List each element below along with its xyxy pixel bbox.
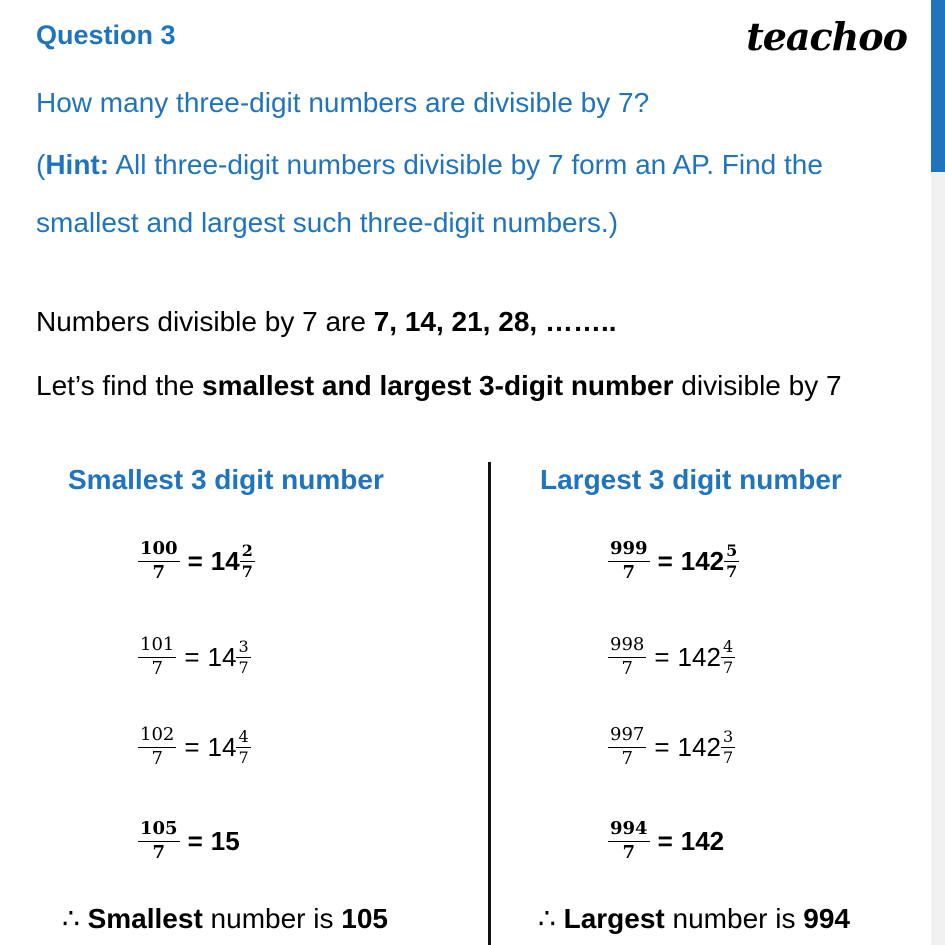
denominator: 7 [238, 657, 249, 677]
numerator: 2 [241, 540, 253, 560]
equals-sign: = [184, 641, 200, 672]
whole-part: 14 [210, 545, 240, 576]
mixed-fraction [721, 727, 735, 768]
conclusion-keyword: Smallest [87, 903, 203, 934]
mixed-fraction [721, 637, 735, 678]
therefore-symbol: ∴ [538, 903, 564, 934]
left-equation-4 [138, 818, 240, 864]
question-label: Question 3 [36, 20, 176, 50]
denominator: 7 [726, 561, 738, 581]
fraction [138, 634, 176, 680]
whole-part: 142 [680, 545, 725, 576]
teachoo-logo: teachoo [746, 14, 907, 59]
whole-part: 142 [680, 825, 725, 856]
numerator: 998 [608, 634, 646, 658]
right-equation-3 [608, 724, 735, 770]
denominator: 7 [722, 657, 734, 677]
solution-line-2-bold: smallest and largest 3-digit number [202, 370, 674, 401]
denominator: 7 [621, 747, 633, 769]
fraction [138, 538, 180, 584]
equals-sign: = [657, 825, 673, 856]
mixed-fraction [236, 637, 250, 678]
denominator: 7 [152, 841, 166, 863]
mixed-fraction [236, 727, 250, 768]
fraction [608, 634, 646, 680]
fraction [608, 724, 646, 770]
fraction [138, 818, 180, 864]
equals-sign: = [654, 731, 670, 762]
hint-text-1: All three-digit numbers divisible by 7 form an AP. Find the [109, 149, 823, 180]
solution-line-2 [36, 370, 842, 402]
left-equation-1 [138, 538, 255, 584]
equals-sign: = [654, 641, 670, 672]
numerator: 997 [608, 724, 646, 748]
conclusion-text: number is [202, 903, 342, 934]
denominator: 7 [722, 747, 734, 767]
equals-sign: = [657, 545, 673, 576]
conclusion-value: 994 [803, 903, 850, 934]
solution-line-2-suffix: divisible by 7 [673, 370, 842, 401]
numerator: 101 [138, 634, 176, 658]
hint-line-2: smallest and largest such three-digit numbers.) [36, 207, 619, 238]
question-text: How many three-digit numbers are divisible by 7? [36, 87, 650, 118]
fraction [138, 724, 176, 770]
conclusion-text: number is [664, 903, 804, 934]
numerator: 3 [238, 636, 249, 656]
solution-line-2-prefix: Let’s find the [36, 370, 203, 401]
denominator: 7 [152, 561, 166, 583]
mixed-fraction [724, 541, 739, 582]
numerator: 999 [608, 538, 650, 562]
left-conclusion [62, 902, 388, 935]
numerator: 105 [138, 818, 180, 842]
denominator: 7 [241, 561, 253, 581]
equals-sign: = [184, 731, 200, 762]
whole-part: 142 [677, 731, 721, 762]
mixed-fraction [240, 541, 255, 582]
left-equation-3 [138, 724, 251, 770]
fraction [608, 818, 650, 864]
denominator: 7 [151, 657, 163, 679]
numerator: 3 [722, 726, 734, 746]
denominator: 7 [238, 747, 249, 767]
solution-line-1-prefix: Numbers divisible by 7 are [36, 306, 374, 337]
hint-line-1 [36, 150, 823, 181]
denominator: 7 [151, 747, 163, 769]
equals-sign: = [187, 545, 203, 576]
numerator: 994 [608, 818, 650, 842]
numerator: 4 [238, 726, 249, 746]
numerator: 5 [726, 540, 738, 560]
column-divider [488, 462, 491, 945]
right-column-heading: Largest 3 digit number [540, 464, 842, 495]
right-conclusion [538, 902, 850, 935]
left-column-heading: Smallest 3 digit number [68, 464, 384, 495]
numerator: 100 [138, 538, 180, 562]
whole-part: 142 [677, 641, 721, 672]
hint-label: Hint: [45, 149, 110, 180]
numerator: 102 [138, 724, 176, 748]
whole-part: 14 [207, 641, 237, 672]
right-equation-1 [608, 538, 739, 584]
denominator: 7 [621, 657, 633, 679]
multiples-sequence: 7, 14, 21, 28, …….. [373, 306, 617, 337]
equals-sign: = [187, 825, 203, 856]
right-equation-4 [608, 818, 724, 864]
fraction [608, 538, 650, 584]
scrollbar-thumb[interactable] [931, 0, 945, 172]
whole-part: 14 [207, 731, 237, 762]
scrollbar-track[interactable] [931, 172, 945, 945]
conclusion-keyword: Largest [563, 903, 665, 934]
left-equation-2 [138, 634, 251, 680]
therefore-symbol: ∴ [62, 903, 88, 934]
denominator: 7 [622, 561, 636, 583]
right-equation-2 [608, 634, 735, 680]
hint-open-paren: ( [36, 149, 46, 180]
denominator: 7 [622, 841, 636, 863]
conclusion-value: 105 [341, 903, 388, 934]
solution-line-1 [36, 306, 617, 338]
whole-part: 15 [210, 825, 240, 856]
numerator: 4 [722, 636, 734, 656]
